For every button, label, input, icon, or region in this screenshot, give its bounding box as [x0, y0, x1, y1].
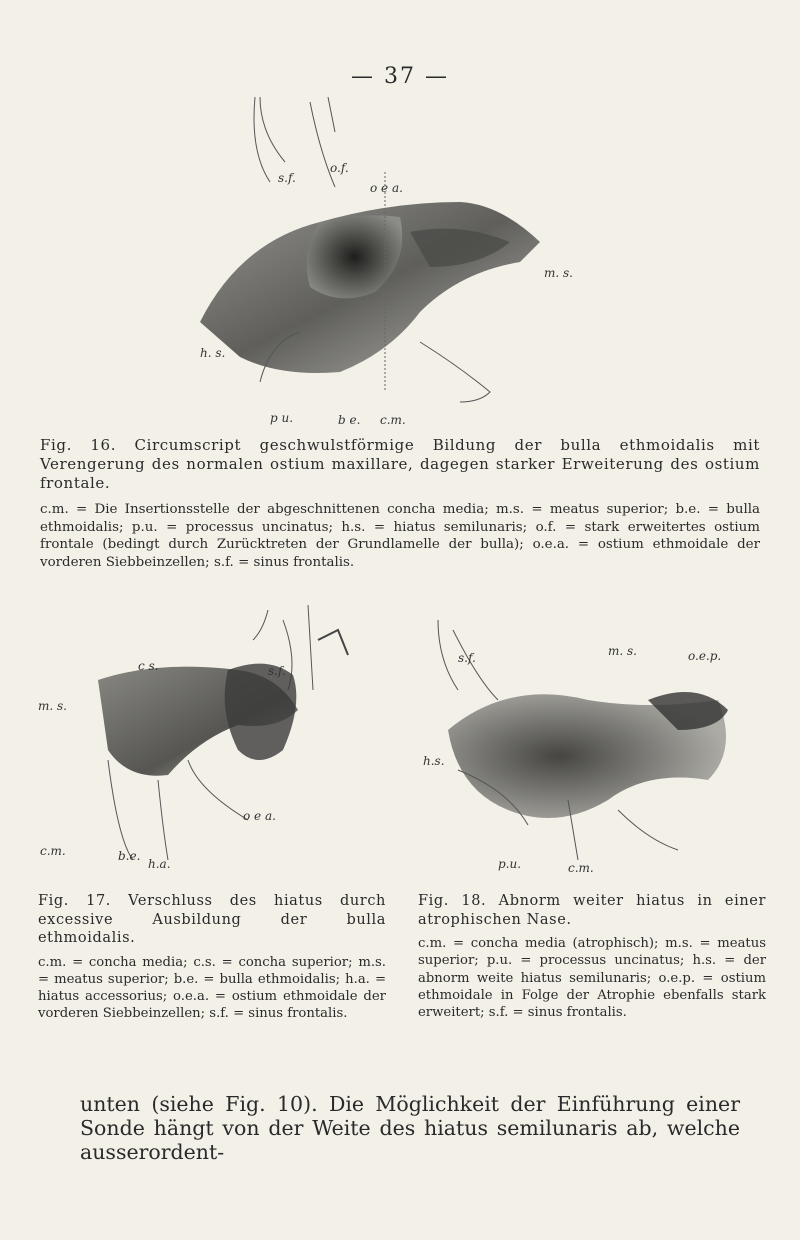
figure-16-legend: c.m. = Die Insertionsstelle der abgeschnittenen concha media; m.s. = meatus superior; b.e. = bulla ethmoidalis; p.u. = processus uncinatus; h.s. = hiatus semilunaris; o.f. = stark erweitertes ostium frontale (bedingt durch Zurücktreten der Grundlamelle der bulla); o.e.a. = ostium ethmoidale der vorderen Siebbeinzellen; s.f. = sinus frontalis. — [40, 502, 760, 570]
figure-18-title: Fig. 18. Abnorm weiter hiatus in einer atrophischen Nase. — [418, 893, 766, 928]
label-cm: c.m. — [568, 861, 594, 875]
body-paragraph: unten (siehe Fig. 10). Die Möglichkeit der Einführung einer Sonde hängt von der Weite des hiatus semilunaris ab, welche ausserordent- — [80, 1092, 740, 1164]
label-hs: h. s. — [200, 346, 226, 360]
figure-17-caption — [38, 892, 386, 1023]
label-oep: o.e.p. — [688, 649, 722, 663]
label-sf: s.f. — [278, 171, 296, 185]
figure-17-title: Fig. 17. Verschluss des hiatus durch excessive Ausbildung der bulla ethmoidalis. — [38, 893, 386, 946]
figure-17-illustration — [38, 600, 418, 880]
figure-16-title: Fig. 16. Circumscript geschwulstförmige Bildung der bulla ethmoidalis mit Verengerung des normalen ostium maxillare, dagegen starker Erweiterung des ostium frontale. — [40, 436, 760, 492]
figure-16-illustration — [160, 92, 580, 432]
figure-16-caption — [40, 436, 760, 571]
label-ms: m. s. — [544, 266, 573, 280]
label-sf: s.f. — [268, 664, 286, 678]
label-cs: c s. — [138, 659, 159, 673]
label-be: b e. — [338, 413, 361, 427]
label-cm: c.m. — [380, 413, 406, 427]
figure-18-caption — [418, 892, 766, 1021]
figure-17-legend: c.m. = concha media; c.s. = concha superior; m.s. = meatus superior; b.e. = bulla ethmoidalis; h.a. = hiatus accessorius; o.e.a. = ostium ethmoidale der vorderen Siebbeinzellen; s.f. = sinus frontalis. — [38, 954, 386, 1022]
label-pu: p u. — [270, 411, 294, 425]
label-of: o.f. — [330, 161, 349, 175]
label-cm: c.m. — [40, 844, 66, 858]
label-ms: m. s. — [608, 644, 637, 658]
label-oea: o e a. — [370, 181, 403, 195]
label-be: b.e. — [118, 849, 141, 863]
label-oea: o e a. — [243, 809, 276, 823]
label-hs: h.s. — [423, 754, 445, 768]
label-ha: h.a. — [148, 857, 171, 871]
label-sf: s.f. — [458, 651, 476, 665]
page-number: — 37 — — [351, 64, 449, 89]
label-ms: m. s. — [38, 699, 67, 713]
figure-18-legend: c.m. = concha media (atrophisch); m.s. = meatus superior; p.u. = processus uncinatus; h.s. = der abnorm weite hiatus semilunaris; o.e.p. = ostium ethmoidale in Folge der Atrophie ebenfalls stark erweitert; s.f. = sinus frontalis. — [418, 936, 766, 1021]
label-pu: p.u. — [498, 857, 522, 871]
figure-18-illustration — [418, 600, 768, 880]
